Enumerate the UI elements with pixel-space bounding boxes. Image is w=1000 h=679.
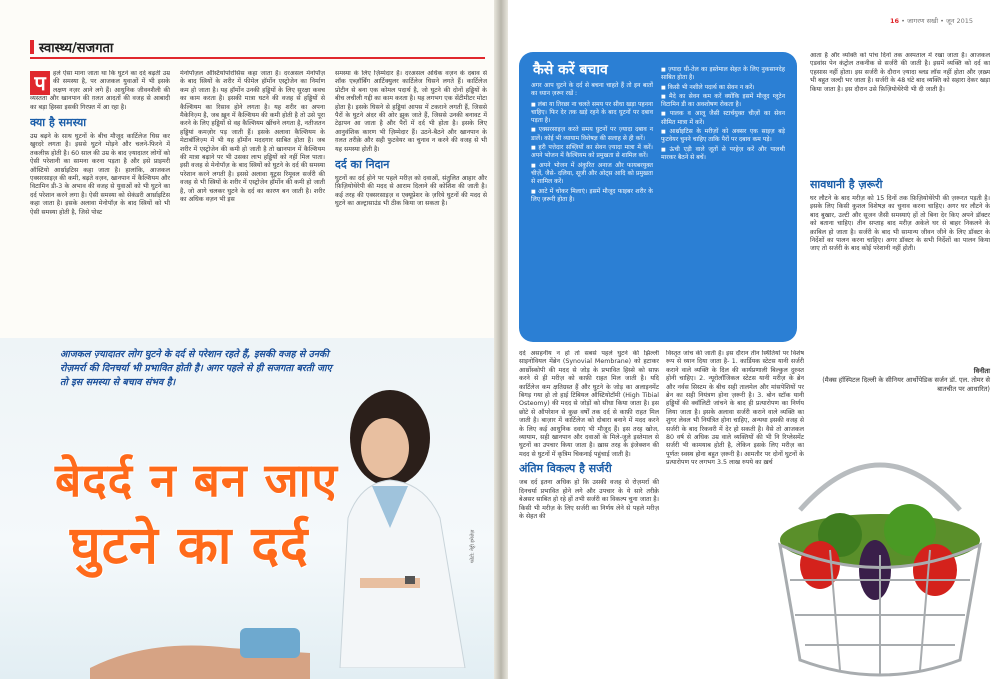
list-item: ■ ज़्यादा घी-तेल का इस्तेमाल सेहत के लिए नुकसानदेह साबित होता है। [661, 66, 785, 83]
column-mid [519, 350, 659, 675]
vegetable-basket-illustration [760, 430, 1000, 679]
column-3-text-b: घुटनों का दर्द होने पर पहले मरीज़ को दवाओं, संतुलित आहार और फ़िज़ियोथेरेपी की मदद से आराम दिलाने की कोशिश की जाती है। कई तरह की एक्सरसाइज़ व एक्यूप्रेशर के ज़रिये घुटनों की मदद से घुटने का अल्ट्रासाउंड भी ठीक किया जा सकता है। [335, 175, 487, 208]
list-item: ■ हरी पत्तेदार सब्ज़ियों का सेवन ज़्यादा मात्रा में करें। अपने भोजन में कैल्शियम को प्रमुखता से शामिल करें। [531, 144, 653, 161]
patient-leg-illustration [90, 608, 310, 679]
heading-what-problem: क्या है समस्या [30, 116, 87, 130]
list-item: ■ ऊंची एड़ी वाले जूतों से परहेज़ करें और पालथी मारकर बैठने से बचें। [661, 146, 785, 163]
header-separator: • [901, 17, 908, 25]
heading-caution: सावधानी है ज़रूरी [810, 178, 883, 191]
hero-image [0, 338, 494, 679]
section-label: स्वास्थ्य/सजगता [39, 41, 114, 56]
section-tag [30, 38, 113, 56]
list-item: ■ आर्थ्राइटिस के मरीज़ों को अक्सर एक साइज़ बड़े फुटवेयर चुनने चाहिए ताकि पैरों पर दबाव कम पड़े। [661, 128, 785, 145]
column-3 [335, 70, 487, 338]
column-1 [30, 70, 170, 338]
caution-column [810, 175, 990, 355]
headline-line-1: बेदर्द न बन जाए [55, 453, 338, 507]
prevention-list-1 [531, 101, 653, 205]
left-page [0, 0, 498, 679]
column-after-box [810, 52, 990, 177]
prevention-col-1 [531, 82, 653, 205]
surgery-text-b: विस्तृत जांच की जाती है। इस दौरान तीन स्थितियों पर विशेष रूप से ध्यान दिया जाता है- 1. कार्डियक स्टेटस यानी सर्जरी कराने वाले व्यक्ति के दिल की कार्यप्रणाली बिल्कुल दुरुस्त होनी चाहिए। 2. न्यूरोलॉजिकल स्टेटस यानी मरीज़ के ब्रेन और नर्वस सिस्टम के बीच सही तालमेल और मांसपेशियों पर ब्रेन का सही नियंत्रण होना ज़रूरी है। 3. बोन स्टॉक यानी हड्डियों की क्वॉलिटी जांचने के बाद ही प्रत्यारोपण का निर्णय लिया जाता है। इसके अलावा सर्जरी कराने वाले व्यक्ति का शुगर लेवल भी नियंत्रित होना चाहिए, अन्यथा इसकी वजह से सर्जरी के बाद रिकवरी में देर हो सकती है। वैसे तो आजकल 80 वर्ष से अधिक उम्र वाले व्यक्तियों की भी नि रिप्लेसमेंट सर्जरी भी कामयाब होती है, लेकिन इसके लिए मरीज़ का पूर्णतः स्वस्थ होना बहुत ज़रूरी है। आमतौर पर दोनों घुटनों के प्रत्यारोपण पर लगभग 3.5 लाख रुपये का ख़र्च [666, 350, 804, 467]
author-detail: (मैक्स हॉस्पिटल दिल्ली के सीनियर आर्थोपेडिक सर्जन डॉ. एल. तोमर से बातचीत पर आधारित) [822, 376, 990, 393]
dropcap: प [30, 71, 50, 95]
after-box-text: आता है और व्यक्ति को पांच दिनों तक अस्पताल में रखा जाता है। आजकल एडवांस पेन कंट्रोल तकनीक से सर्जरी की जाती है। इसमें व्यक्ति को दर्द का एहसास नहीं होता। इस सर्जरी के दौरान ज़्यादा ब्लड लॉस नहीं होता और ज़ख़्म भी बहुत जल्दी भर जाता है। सर्जरी के 48 घंटे बाद व्यक्ति को सहारा देकर खड़ा किया जाता है। इस दौरान उसे फ़िज़ियोथेरेपी भी दी जाती है। [810, 52, 990, 93]
list-item: ■ लंबा या तिरछा ना चलते समय पर सीधा खड़ा पहनना चाहिए। फिर देर तक खड़े रहने के बाद घुटनों पर दबाव पड़ता है। [531, 101, 653, 126]
prevention-list-2 [661, 66, 785, 162]
mid-text: दर्द असहनीय न हो तो सबसे पहले घुटने की झिल्ली साइनोवियल मेंब्रेन (Synovial Membrane) को हटाकर आर्थ्रोस्कोपी की मदद से जोड़ के प्रभावित हिस्से को साफ़ करने से ही मरीज़ को काफ़ी राहत मिल जाती है। यदि कार्टिलेज कम क्षतिग्रस्त हैं और घुटने के जोड़ का अलाइनमेंट बिगड़ गया हो तो हाई टिबियल ऑस्टियोटॉमी (High Tibial Osteomy) की मदद से जोड़ों को सीधा किया जाता है। इस छोटे से ऑपरेशन से कुछ वर्षों तक दर्द से काफ़ी राहत मिल जाती है। बाज़ार में कार्टिलेज को दोबारा बनाने में मदद करने के लिए कई आधुनिक दवाएं भी मौजूद हैं। इस तरह खोज, व्यायाम, सही खानपान और दवाओं के मिले-जुले इस्तेमाल से घुटनों का उपचार किया जाता है। ख़ास तरह के इंजेक्शन की मदद से घुटनों में कृत्रिम चिकनाई पहुंचाई जाती है। [519, 350, 659, 458]
page-gutter [494, 0, 508, 679]
list-item: ■ एक्सरसाइज़ करते समय घुटनों पर ज़्यादा दबाव न डालें। कोई भी व्यायाम विशेषज्ञ की सलाह से ही करें। [531, 126, 653, 143]
magazine-name: जागरण सखी [907, 17, 939, 25]
list-item: ■ अपने भोजन में अंकुरित अनाज और फायबरयुक्त चीज़ें, जैसे- दलिया, सूजी और ओट्स आदि को प्रमुखता से शामिल करें। [531, 162, 653, 187]
column-2 [180, 70, 325, 338]
hero-quote: आजकल ज़्यादातर लोग घुटने के दर्द से परेशान रहते हैं, इसकी वजह से उनकी रोज़मर्रा की दिनचर्या भी प्रभावित होती है। अगर पहले से ही सजगता बरती जाए तो इस समस्या से बचाव संभव है। [60, 349, 332, 388]
issue-date: जून 2015 [946, 17, 974, 25]
prevention-box [519, 52, 797, 342]
author-name: विनीता [973, 367, 990, 375]
intro-text: हले ऐसा माना जाता था कि घुटने का दर्द बढ़ती उम्र की समस्या है, पर आजकल युवाओं में भी इसके लक्षण नज़र आने लगे हैं। आधुनिक जीवनशैली की व्यस्तता और खानपान की ग़लत आदतों की वजह से आबादी का बड़ा हिस्सा इसकी गिरफ़्त में आ रहा है। [30, 70, 170, 111]
section-rule [30, 57, 485, 59]
prevention-col-2 [661, 66, 785, 163]
page-header [890, 16, 973, 25]
page-number: 16 [890, 17, 900, 25]
column-2-text: मेनोपॉज़ल ऑस्टियोपोरोसिस कहा जाता है। दरअसल मेनोपॉज़ के बाद स्त्रियों के शरीर में फीमेल हॉर्मोन एस्ट्रोजेन का निर्माण कम हो जाता है। यह हॉर्मोन उनकी हड्डियों के लिए सुरक्षा कवच का काम करता है। इसकी मात्रा घटने की वजह से हड्डियों से कैल्शियम का रिसाव होने लगता है। यह शरीर का अपना मैकेनिज़्म है, जब ख़ून में कैल्शियम की कमी होती है तो उसे पूरा करने के लिए हड्डियों से वह कैल्शियम खींचने लगता है, नतीजतन हड्डियां कमज़ोर पड़ जाती हैं। इसके अलावा कैल्शियम के मेटाबॉलिज़्म में भी यह हॉर्मोन मददगार साबित होता है। जब शरीर में एस्ट्रोजेन की कमी हो जाती है तो खानपान में कैल्शियम की मात्रा बढ़ाने पर भी उसका लाभ हड्डियों को नहीं मिल पाता। इसी वजह से मेनोपॉज़ के बाद स्त्रियों को घुटने के दर्द की समस्या परेशान करने लगती है। इससे अलावा यूट्रस रिमूवल सर्जरी की वजह से भी स्त्रियों के शरीर में एस्ट्रोजेन हॉर्मोन की कमी हो जाती है, जो आगे चलकर घुटने के दर्द का कारण बन जाती है। शरीर का अधिक वज़न भी इस [180, 70, 325, 204]
surgery-text: जब दर्द इतना अधिक हो कि उसकी वजह से रोज़मर्रा की दिनचर्या प्रभावित होने लगे और उपचार के ये सारे तरीक़े बेअसर साबित हो रहे हों तभी सर्जरी का विकल्प चुना जाता है। किसी भी मरीज़ के लिए सर्जरी का निर्णय लेने से पहले मरीज़ के सेहत की [519, 479, 659, 520]
list-item: ■ मैदे का सेवन कम करें क्योंकि इसमें मौजूद ग्लूटेन विटामिन डी का अवशोषण रोकता है। [661, 93, 785, 110]
headline-line-2: घुटने का दर्द [70, 516, 309, 576]
header-separator-2: • [940, 17, 947, 25]
heading-diagnosis: दर्द का निदान [335, 158, 390, 172]
section-bar [30, 40, 34, 54]
attribution [810, 367, 990, 394]
photo-credit: फोटो: गेट्टी इमेजेज़ [470, 529, 476, 563]
heading-surgery: अंतिम विकल्प है सर्जरी [519, 462, 612, 476]
prevention-box-title: कैसे करें बचाव [533, 62, 608, 78]
column-1-text: उम्र बढ़ने के साथ घुटनों के बीच मौजूद कार्टिलेज घिस कर खुरदरे लगता है। इससे घुटने मोड़ने और चलने-फिरने में तकलीफ़ होती है। 60 साल की उम्र के बाद ज़्यादातर लोगों को ऐसी परेशानी का सामना करना पड़ता है और इसे प्राइमरी ऑस्टियो आर्थ्राइटिस कहा जाता है। हालांकि, आजकल एक्सरसाइज़ की कमी, बढ़ते वज़न, खानपान में कैल्शियम और विटामिन डी-3 के अभाव की वजह से युवाओं को भी घुटने का दर्द परेशान करने लगा है। ऐसी समस्या को सेकंडरी आर्थ्राइटिस कहा जाता है। इसके अलावा मेनोपॉज़ के बाद स्त्रियों को भी ऐसी समस्या होती है, जिसे पोस्ट [30, 133, 170, 216]
list-item: ■ पालक व आलू जैसी स्टार्चयुक्त चीज़ों का सेवन सीमित मात्रा में करें। [661, 110, 785, 127]
list-item: ■ किसी भी नशीले पदार्थ का सेवन न करें। [661, 84, 785, 92]
doctor-illustration [300, 368, 470, 668]
caution-text: घर लौटने के बाद मरीज़ को 15 दिनों तक फ़िज़ियोथेरेपी की ज़रूरत पड़ती है। इसके लिए किसी कुशल विशेषज्ञ का चुनाव करना चाहिए। अगर घर लौटने के बाद बुखार, उल्टी और सूजन जैसी समस्याएं हों तो बिना देर किए अपने डॉक्टर को बताना चाहिए। तीन सप्ताह बाद मरीज़ अकेले घर से बाहर निकलने के क़ाबिल हो जाता है। सर्जरी के बाद भी सामान्य जीवन जीने के लिए डॉक्टर के निर्देशों का पालन करना चाहिए। अगर डॉक्टर के सभी निर्देशों का पालन किया जाए तो सर्जरी के बाद कोई परेशानी नहीं होती। [810, 195, 990, 253]
list-item: ■ आटे में चोकर मिलाएं। इसमें मौजूद फाइबर शरीर के लिए ज़रूरी होता है। [531, 188, 653, 205]
column-3-text: समस्या के लिए ज़िम्मेदार है। दरअसल अधिक वज़न के दबाव से शॉक एब्ज़ॉर्बिंग आर्टिक्युलर कार्टिलेज घिसने लगते हैं। कार्टिलेज प्रोटीन से बना एक कोमल पदार्थ है, जो घुटने की दोनों हड्डियों के बीच लचीली गद्दी का काम करता है। यह लगभग एक सेंटीमीटर मोटा होता है। इसके घिसने से हड्डियां आपस में टकराने लगती हैं, जिससे पैरों के घुटने अंदर की ओर झुक जाते हैं, जिससे उनकी बनावट में टेढ़ापन आ जाता है और पैरों में दर्द भी होता है। इसके लिए आनुवंशिक कारण भी ज़िम्मेदार हैं। उठने-बैठने और खानपान के ग़लत तरीक़े और सही फुटवेयर का चुनाव न करने की वजह से भी यह समस्या होती है। [335, 70, 487, 153]
prevention-intro: अगर आप घुटने के दर्द से बचना चाहते हैं तो इन बातों का ध्यान ज़रूर रखें : [531, 82, 653, 98]
